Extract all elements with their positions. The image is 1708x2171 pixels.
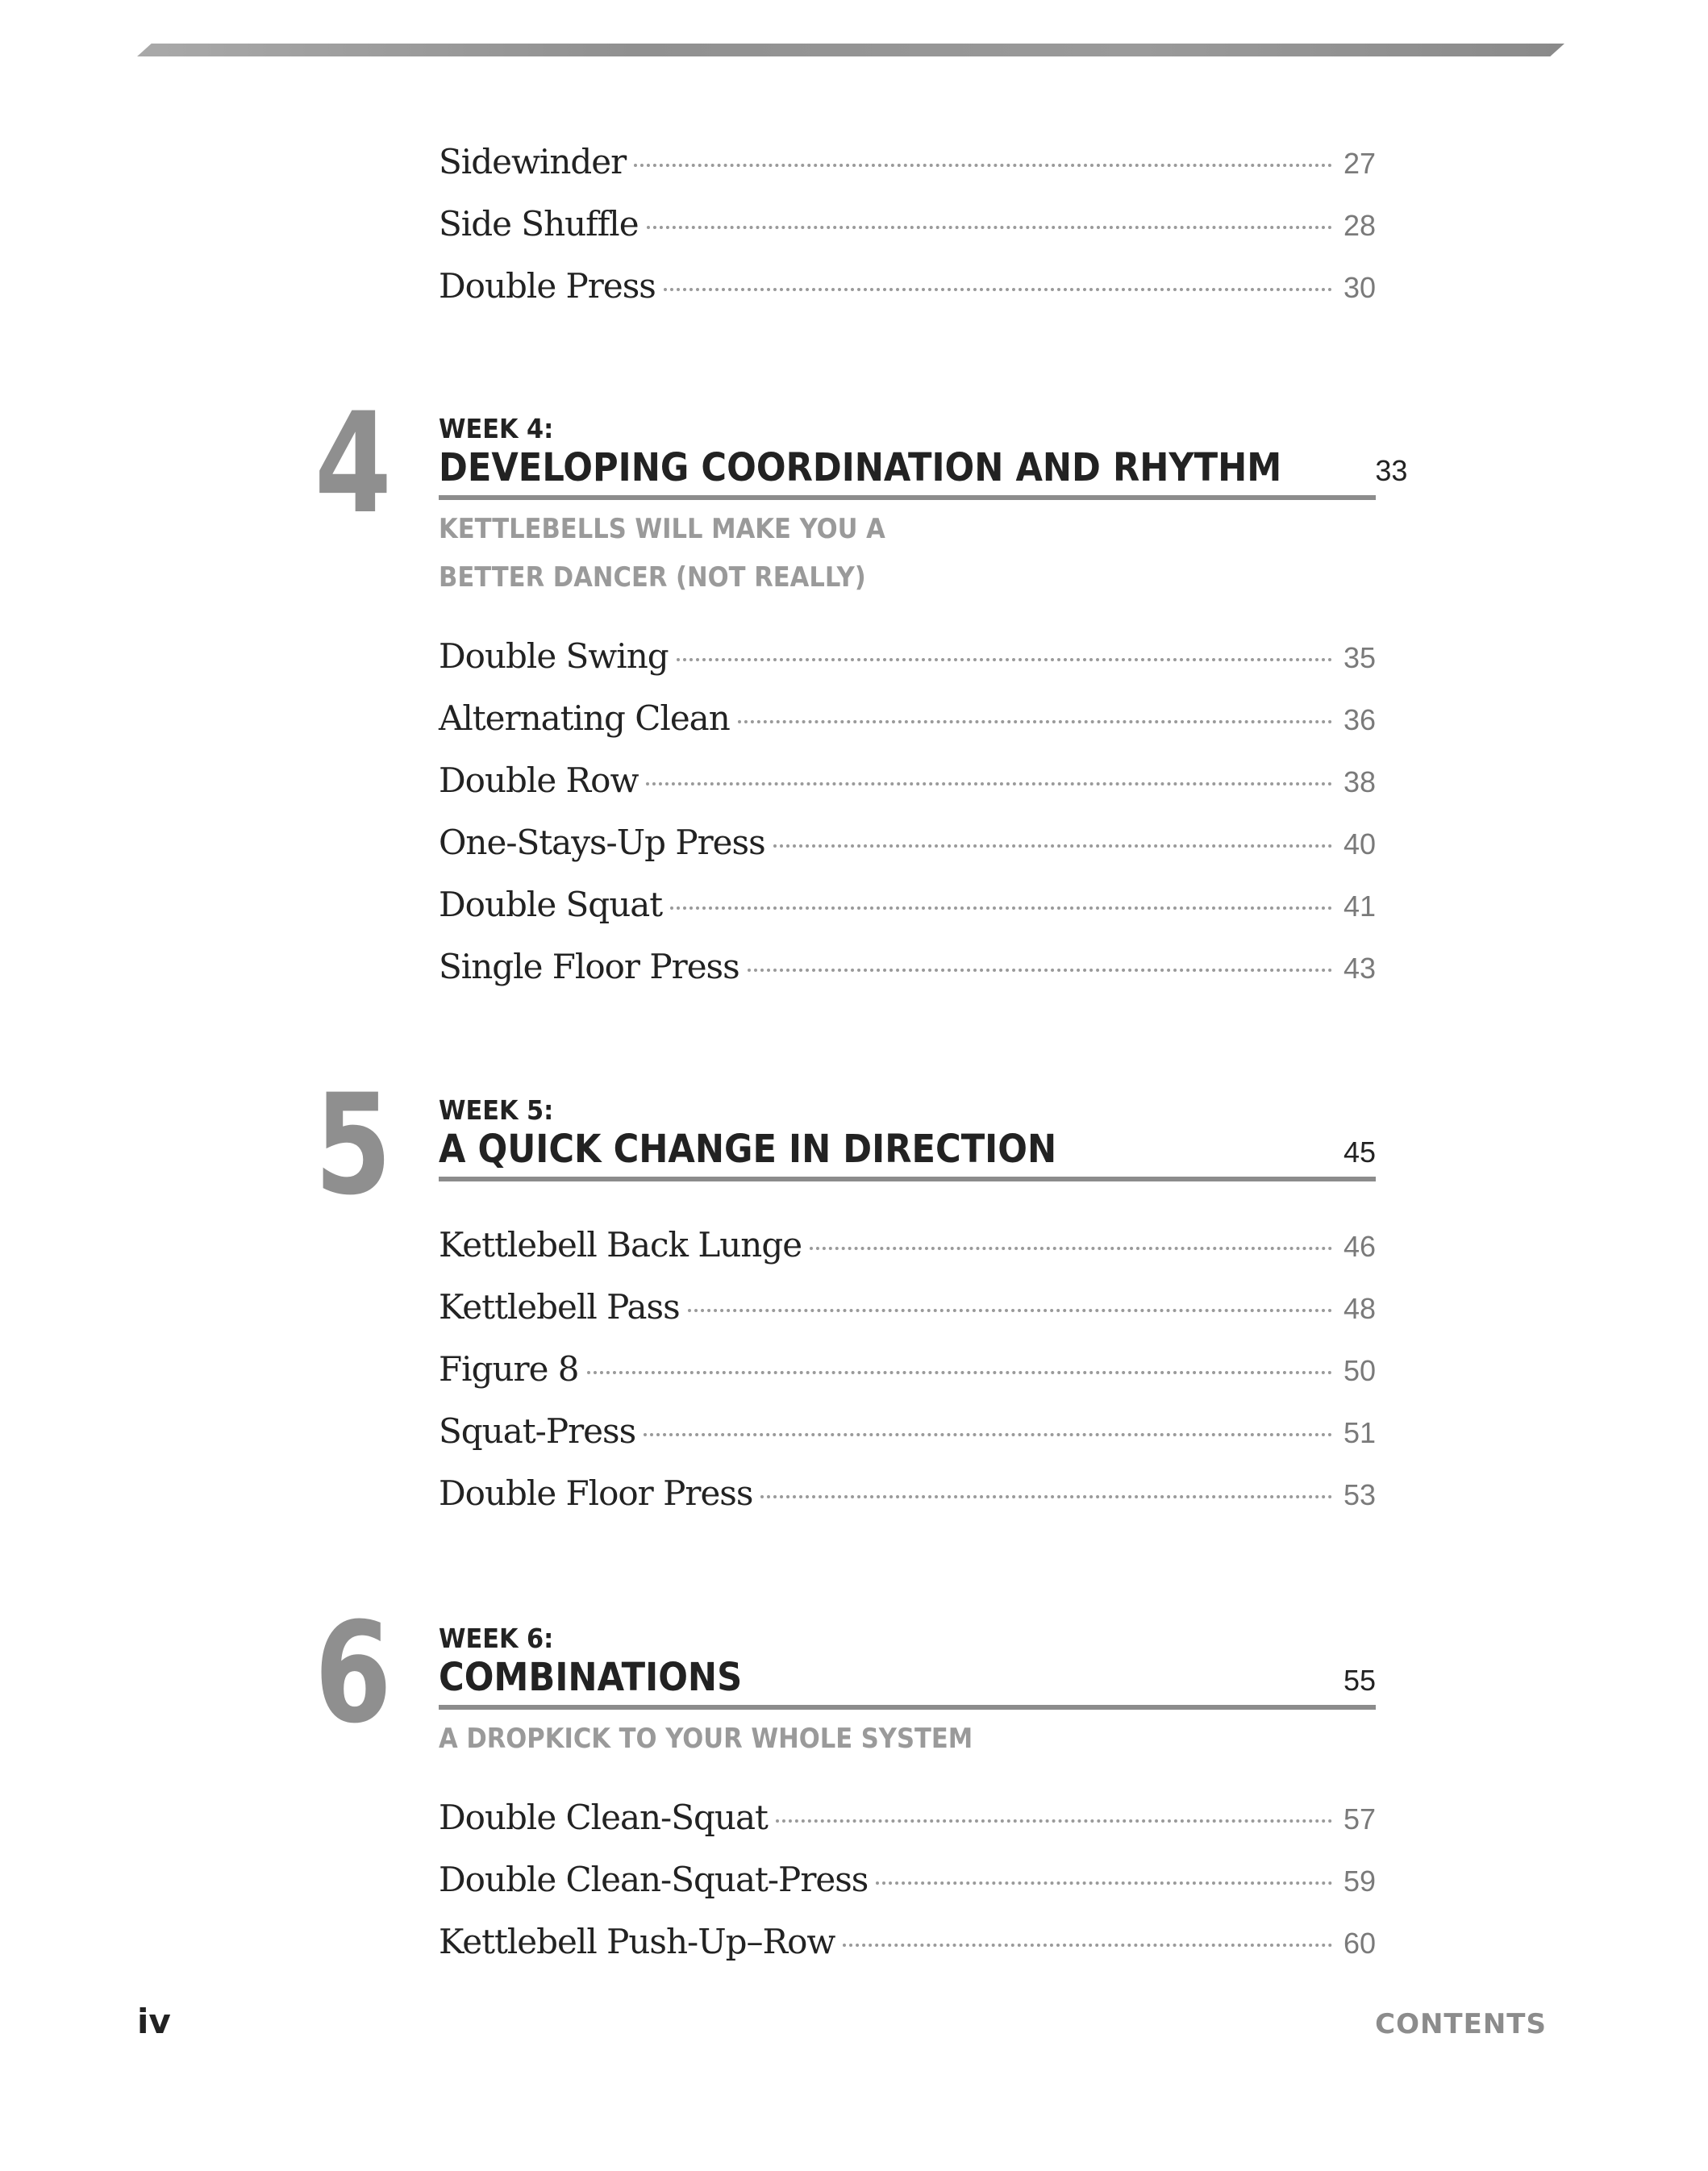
toc-entry[interactable] <box>439 873 1376 935</box>
entry-title: Side Shuffle <box>439 204 639 244</box>
chapter-title: DEVELOPING COORDINATION AND RHYTHM <box>439 445 1282 490</box>
chapter-subtitle <box>439 505 1282 602</box>
dot-leader <box>587 1371 1332 1374</box>
toc-entry[interactable] <box>439 1338 1376 1400</box>
entry-title: One-Stays-Up Press <box>439 823 765 862</box>
entry-title: Double Clean-Squat-Press <box>439 1860 869 1899</box>
dot-leader <box>760 1495 1332 1498</box>
chapter-page: 55 <box>1343 1664 1376 1697</box>
toc-entry[interactable] <box>439 1848 1376 1911</box>
chapter-page: 45 <box>1343 1136 1376 1169</box>
entry-title: Double Squat <box>439 885 663 924</box>
toc-entry[interactable] <box>439 625 1376 687</box>
entry-title: Kettlebell Pass <box>439 1287 680 1327</box>
chapter-title: A QUICK CHANGE IN DIRECTION <box>439 1127 1057 1172</box>
toc-entry[interactable] <box>439 687 1376 749</box>
chapter-title-row <box>439 1127 1376 1181</box>
dot-leader <box>738 720 1332 723</box>
entry-title: Figure 8 <box>439 1349 579 1389</box>
chapter-page: 33 <box>1375 454 1408 487</box>
dot-leader <box>876 1881 1332 1885</box>
entry-title: Double Floor Press <box>439 1473 753 1513</box>
toc-entry[interactable] <box>439 811 1376 873</box>
entry-page: 35 <box>1343 641 1376 674</box>
entry-page: 41 <box>1343 890 1376 923</box>
toc-entry[interactable] <box>439 1400 1376 1462</box>
week-label: WEEK 4: <box>439 413 554 444</box>
entry-page: 59 <box>1343 1865 1376 1898</box>
entry-title: Double Press <box>439 266 656 306</box>
entry-title: Squat-Press <box>439 1411 636 1451</box>
header-rule <box>137 44 1564 56</box>
entry-page: 53 <box>1343 1478 1376 1511</box>
dot-leader <box>688 1309 1332 1312</box>
entry-page: 48 <box>1343 1292 1376 1325</box>
entry-page: 51 <box>1343 1416 1376 1449</box>
dot-leader <box>773 844 1332 848</box>
toc-entry[interactable] <box>439 935 1376 998</box>
chapter-title-row <box>439 445 1408 500</box>
entry-page: 50 <box>1343 1354 1376 1387</box>
dot-leader <box>748 969 1332 972</box>
entry-page: 57 <box>1343 1802 1376 1836</box>
chapter-number: 4 <box>315 382 392 544</box>
toc-entry[interactable] <box>439 749 1376 811</box>
toc-entry[interactable] <box>439 193 1376 255</box>
toc-entry[interactable] <box>439 255 1376 317</box>
toc-entry[interactable] <box>439 131 1376 193</box>
toc-entry[interactable] <box>439 1786 1376 1848</box>
toc-section-week3-continued <box>439 131 1376 317</box>
dot-leader <box>646 782 1332 785</box>
week-label: WEEK 6: <box>439 1623 554 1654</box>
entry-title: Alternating Clean <box>439 698 730 738</box>
dot-leader <box>810 1247 1332 1250</box>
chapter-heading[interactable] <box>439 1623 1376 1763</box>
entry-title: Single Floor Press <box>439 947 739 986</box>
entry-page: 28 <box>1343 209 1376 242</box>
entry-page: 38 <box>1343 765 1376 798</box>
entry-title: Kettlebell Push-Up–Row <box>439 1922 835 1961</box>
entry-title: Double Row <box>439 760 639 800</box>
chapter-heading[interactable] <box>439 1094 1376 1181</box>
dot-leader <box>843 1944 1332 1947</box>
entry-title: Double Swing <box>439 636 669 676</box>
dot-leader <box>634 164 1332 167</box>
dot-leader <box>776 1819 1332 1823</box>
dot-leader <box>644 1433 1332 1436</box>
chapter-title-row <box>439 1655 1376 1710</box>
entry-page: 30 <box>1343 271 1376 304</box>
running-footer-label: CONTENTS <box>1375 2008 1547 2040</box>
toc-section-week6 <box>439 1786 1376 1973</box>
entry-page: 36 <box>1343 703 1376 736</box>
entry-page: 40 <box>1343 827 1376 860</box>
chapter-heading[interactable] <box>439 413 1408 602</box>
entry-page: 43 <box>1343 952 1376 985</box>
toc-section-week5 <box>439 1214 1376 1524</box>
week-label: WEEK 5: <box>439 1094 554 1126</box>
dot-leader <box>670 906 1332 910</box>
dot-leader <box>677 658 1332 661</box>
subtitle-line: KETTLEBELLS WILL MAKE YOU A <box>439 513 885 545</box>
entry-page: 60 <box>1343 1927 1376 1960</box>
chapter-number: 5 <box>315 1064 392 1226</box>
chapter-subtitle <box>439 1715 1282 1763</box>
subtitle-line: A DROPKICK TO YOUR WHOLE SYSTEM <box>439 1723 973 1755</box>
toc-entry[interactable] <box>439 1462 1376 1524</box>
toc-section-week4 <box>439 625 1376 998</box>
entry-title: Sidewinder <box>439 142 627 181</box>
chapter-number: 6 <box>315 1592 392 1754</box>
dot-leader <box>664 288 1332 291</box>
page-number: iv <box>137 2002 171 2041</box>
subtitle-line: BETTER DANCER (NOT REALLY) <box>439 561 866 594</box>
toc-entry[interactable] <box>439 1214 1376 1276</box>
toc-entry[interactable] <box>439 1911 1376 1973</box>
entry-title: Double Clean-Squat <box>439 1798 768 1837</box>
entry-page: 27 <box>1343 147 1376 180</box>
dot-leader <box>647 226 1332 229</box>
chapter-title: COMBINATIONS <box>439 1655 743 1700</box>
entry-title: Kettlebell Back Lunge <box>439 1225 802 1265</box>
toc-entry[interactable] <box>439 1276 1376 1338</box>
entry-page: 46 <box>1343 1230 1376 1263</box>
